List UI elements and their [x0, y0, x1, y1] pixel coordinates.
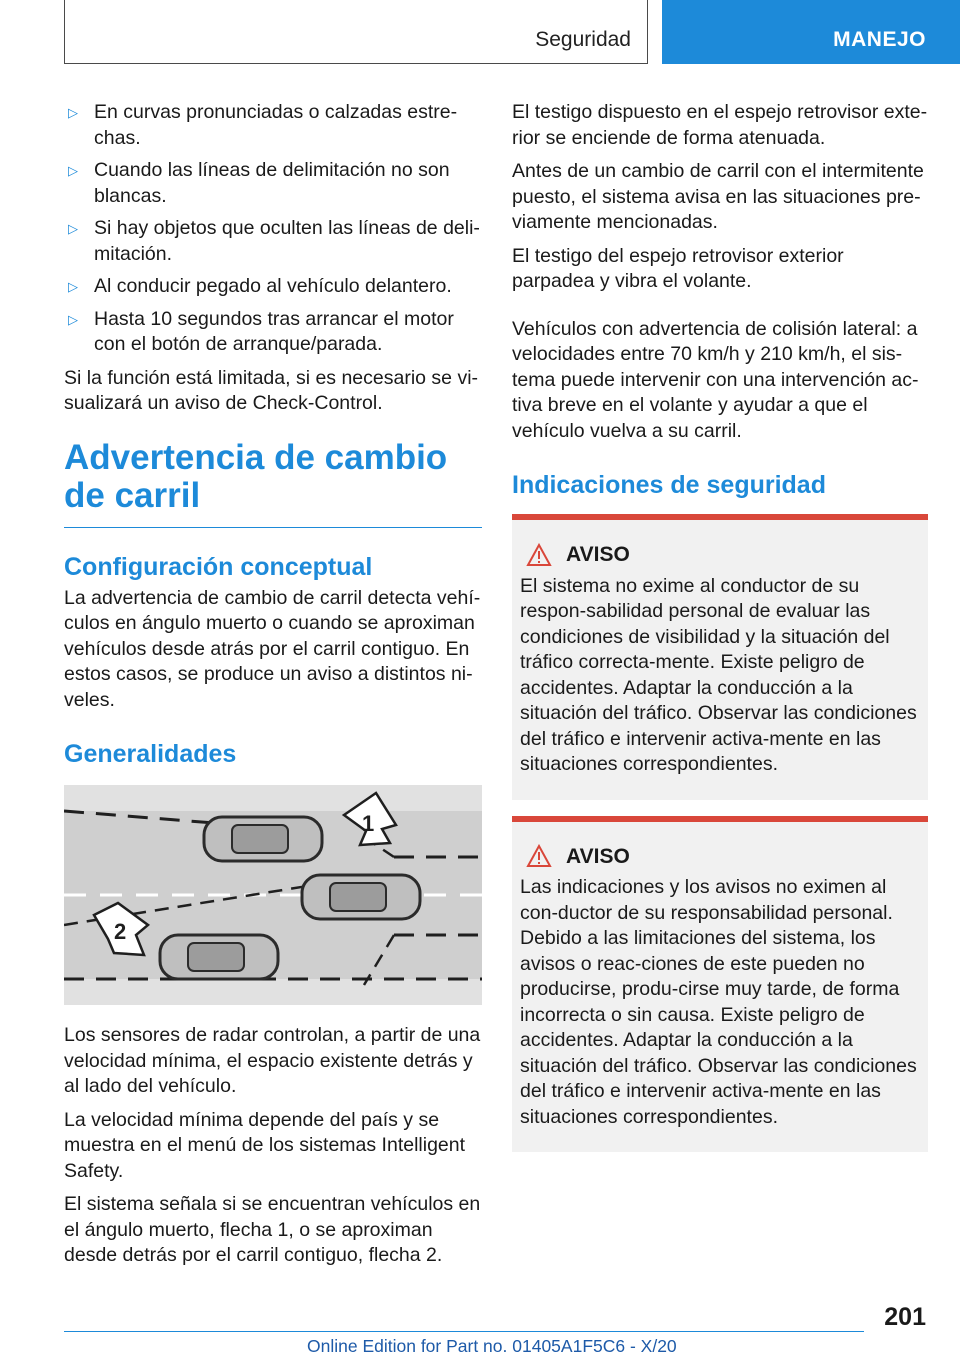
arrow-1-label: 1	[362, 811, 375, 836]
subheading-concept: Configuración conceptual	[64, 552, 373, 581]
triangle-bullet-icon: ▷	[68, 279, 78, 294]
car-icon	[160, 935, 278, 979]
warning-triangle-icon	[526, 543, 552, 567]
subheading-safety: Indicaciones de seguridad	[512, 471, 826, 499]
paragraph: Los sensores de radar controlan, a partir de una velocidad mínima, el espacio existente detrás y al lado del vehículo.	[64, 1024, 481, 1097]
section-title: Seguridad	[535, 28, 631, 51]
car-icon	[302, 875, 420, 919]
list-item: ▷ En curvas pronunciadas o calzadas estre‐chas.	[68, 101, 458, 149]
footer-text[interactable]: Online Edition for Part no. 01405A1F5C6 - X/20	[307, 1336, 677, 1356]
paragraph: Antes de un cambio de carril con el intermitente puesto, el sistema avisa en las situaciones pre‐viamente mencionadas.	[512, 160, 924, 233]
warning-text: Las indicaciones y los avisos no eximen al con‐ductor de su responsabilidad personal. Debido a las limitaciones del sistema, los avisos o reac‐ciones de este pueden no producirse, produ‐cirse muy tarde, de forma incorrecta o sin causa. Existe peligro de accidentes. Adaptar la conducción a la situación del tráfico. Observar las condiciones del tráfico e intervenir activa‐mente en las situaciones correspondientes.	[520, 876, 917, 1128]
paragraph: La advertencia de cambio de carril detecta vehí‐culos en ángulo muerto o cuando se aproximan vehículos desde atrás por el carril contiguo. En estos casos, se produce un aviso a distintos ni‐veles.	[64, 586, 481, 711]
paragraph: El testigo dispuesto en el espejo retrovisor exte‐rior se enciende de forma atenuada.	[512, 101, 928, 149]
header-frame	[64, 0, 648, 64]
triangle-bullet-icon: ▷	[68, 163, 78, 178]
right-column	[512, 100, 928, 1152]
left-column	[64, 100, 482, 1277]
list-item: ▷ Si hay objetos que oculten las líneas de deli‐mitación.	[68, 217, 480, 265]
triangle-bullet-icon: ▷	[68, 221, 78, 236]
list-item: ▷ Hasta 10 segundos tras arrancar el motor con el botón de arranque/parada.	[68, 307, 454, 355]
warning-box	[512, 816, 928, 1153]
warning-title: AVISO	[566, 543, 630, 566]
footer-rule	[64, 1331, 864, 1332]
warning-title: AVISO	[566, 844, 630, 868]
paragraph: Si la función está limitada, si es necesario se vi‐sualizará un aviso de Check-Control.	[64, 366, 479, 414]
warning-box	[512, 514, 928, 800]
list-item: ▷ Al conducir pegado al vehículo delantero.	[64, 274, 482, 300]
paragraph: Vehículos con advertencia de colisión lateral: a velocidades entre 70 km/h y 210 km/h, el sis‐tema puede intervenir con una intervención ac‐tiva breve en el volante y ayudar a que el vehículo vuelva a su carril.	[512, 317, 919, 442]
limitations-list	[64, 100, 482, 358]
warning-text: El sistema no exime al conductor de su respon‐sabilidad personal de evaluar las condiciones de visibilidad y la situación del tráfico correcta‐mente. Existe peligro de accidentes. Adaptar la conducción a la situación del tráfico. Observar las condiciones del tráfico e intervenir activa‐mente en las situaciones correspondientes.	[520, 574, 917, 775]
paragraph: El testigo del espejo retrovisor exterior parpadea y vibra el volante.	[512, 244, 844, 292]
lane-change-illustration	[64, 785, 482, 1005]
warning-triangle-icon	[526, 844, 552, 868]
list-item: ▷ Cuando las líneas de delimitación no son blancas.	[68, 159, 450, 207]
triangle-bullet-icon: ▷	[68, 311, 78, 327]
page-number: 201	[884, 1303, 926, 1331]
subheading-general: Generalidades	[64, 740, 237, 768]
section-heading: Advertencia de cambio de carril	[64, 439, 482, 528]
paragraph: La velocidad mínima depende del país y se muestra en el menú de los sistemas Intelligent Safety.	[64, 1108, 466, 1182]
paragraph: El sistema señala si se encuentran vehículos en el ángulo muerto, flecha 1, o se aproximan desde detrás por el carril contiguo, flecha 2.	[64, 1193, 481, 1266]
arrow-2-label: 2	[114, 919, 127, 944]
chapter-tab[interactable]: MANEJO	[662, 0, 960, 64]
car-icon	[204, 817, 322, 861]
triangle-bullet-icon: ▷	[68, 105, 78, 120]
